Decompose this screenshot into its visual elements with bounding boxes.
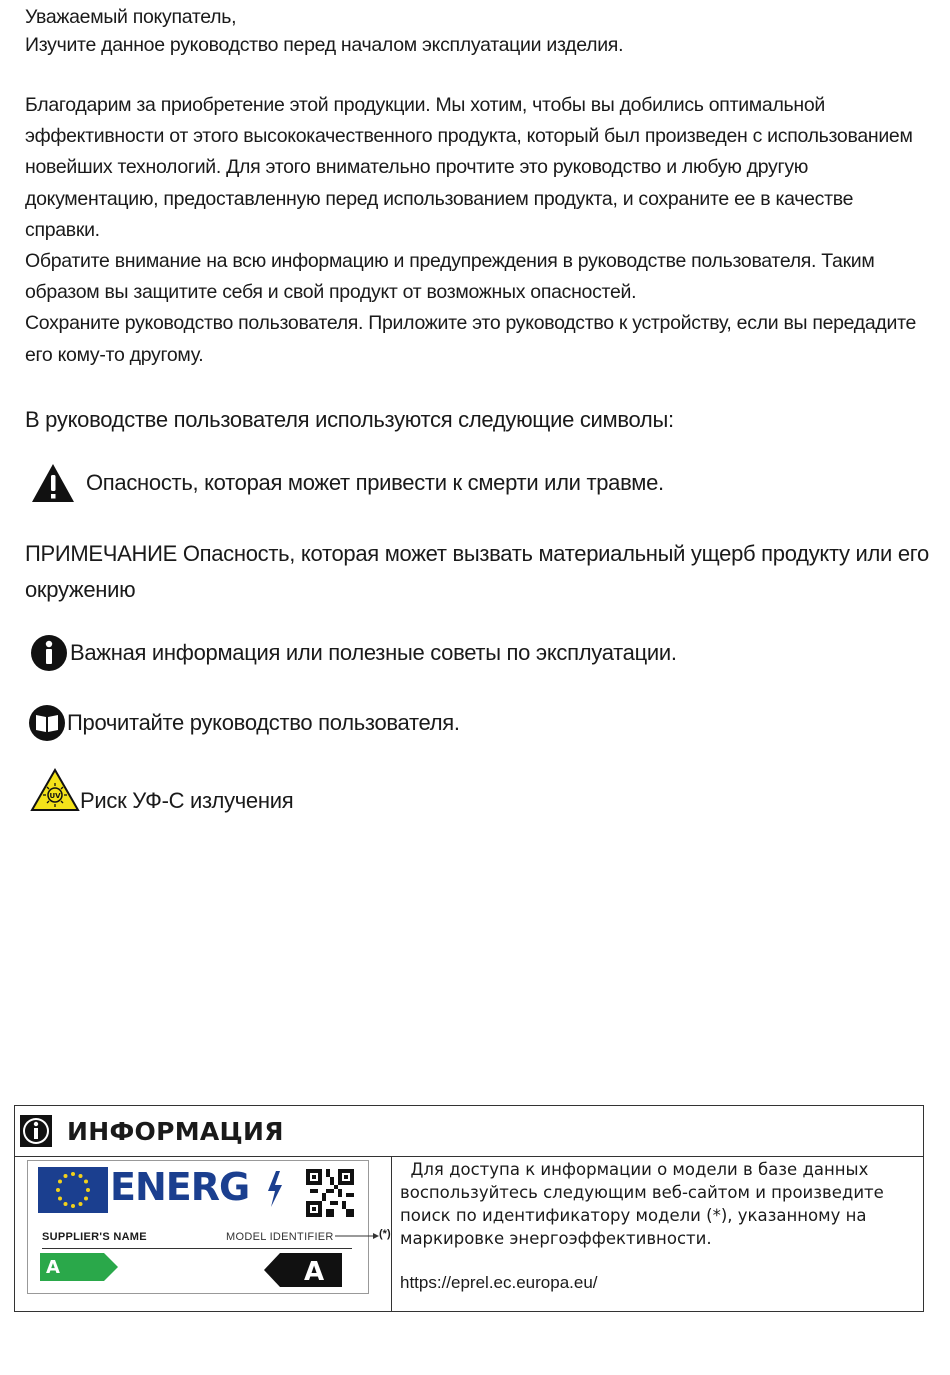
body-line: документацию, предоставленную перед использованием продукта, и сохраните ее в качестве	[25, 187, 854, 210]
info-text-line: маркировке энергоэффективности.	[400, 1229, 712, 1248]
body-line: его кому-то другому.	[25, 343, 204, 366]
symbols-heading: В руководстве пользователя используются следующие символы:	[25, 407, 674, 432]
class-arrow-right	[264, 1253, 344, 1287]
symbol-uv-row	[30, 766, 293, 814]
pointer-arrow	[335, 1231, 379, 1241]
body-line: справки.	[25, 218, 100, 241]
symbol-note-text	[25, 536, 929, 608]
symbol-info-row	[30, 634, 677, 672]
info-box	[14, 1105, 924, 1312]
intro-paragraphs	[25, 90, 916, 371]
info-text-line: Для доступа к информации о модели в базе данных	[400, 1160, 869, 1179]
energy-word: ENERG	[110, 1165, 250, 1209]
info-box-text-cell	[400, 1158, 900, 1294]
class-arrow-left	[40, 1253, 120, 1281]
body-line: новейших технологий. Для этого внимательно прочтите это руководство и любую другую	[25, 156, 809, 179]
info-box-header	[15, 1106, 923, 1157]
body-line: образом вы защитите себя и свой продукт от возможных опасностей.	[25, 281, 637, 304]
info-text-line: воспользуйтесь следующим веб-сайтом и произведите	[400, 1183, 884, 1202]
info-box-title: ИНФОРМАЦИЯ	[67, 1116, 284, 1146]
body-line: Благодарим за приобретение этой продукции. Мы хотим, чтобы вы добились оптимальной	[25, 94, 825, 116]
symbol-info-text: Важная информация или полезные советы по эксплуатации.	[70, 640, 677, 665]
symbol-manual-text: Прочитайте руководство пользователя.	[67, 710, 460, 735]
warning-triangle-icon	[30, 462, 76, 504]
symbol-manual-row	[28, 704, 460, 742]
class-left-label: A	[46, 1257, 60, 1278]
book-icon	[28, 704, 66, 742]
instruction: Изучите данное руководство перед началом эксплуатации изделия.	[25, 34, 624, 56]
body-line: Сохраните руководство пользователя. Приложите это руководство к устройству, если вы передадите	[25, 312, 917, 335]
eprel-link[interactable]: https://eprel.ec.europa.eu/	[400, 1273, 598, 1292]
note-line-1: ПРИМЕЧАНИЕ Опасность, которая может вызвать материальный ущерб продукту или его	[25, 541, 929, 566]
symbol-danger-row	[30, 462, 664, 504]
label-divider	[42, 1248, 352, 1249]
note-line-2: окружению	[25, 577, 136, 602]
info-text-line: поиск по идентификатору модели (*), указанному на	[400, 1206, 867, 1225]
eu-flag-icon	[38, 1167, 108, 1213]
model-identifier: MODEL IDENTIFIER	[226, 1231, 334, 1243]
uv-warning-icon	[30, 768, 80, 812]
symbol-danger-text: Опасность, которая может привести к смерти или травме.	[86, 470, 664, 495]
symbol-uv-text: Риск УФ-С излучения	[80, 788, 294, 813]
model-marker: (*)	[379, 1228, 391, 1240]
uv-icon-label: UV	[49, 792, 61, 800]
qr-code-icon	[306, 1169, 354, 1217]
info-square-icon	[19, 1114, 53, 1148]
info-box-label-cell	[15, 1156, 392, 1311]
info-circle-icon	[30, 634, 68, 672]
body-line: эффективности от этого высококачественного продукта, который был произведен с использованием	[25, 125, 913, 148]
body-line: Обратите внимание на всю информацию и предупреждения в руководстве пользователя. Таким	[25, 250, 875, 273]
greeting: Уважаемый покупатель,	[25, 6, 237, 28]
energy-label	[27, 1160, 369, 1294]
supplier-name: SUPPLIER'S NAME	[42, 1231, 147, 1243]
class-right-label: A	[304, 1257, 325, 1287]
lightning-icon	[266, 1171, 284, 1207]
